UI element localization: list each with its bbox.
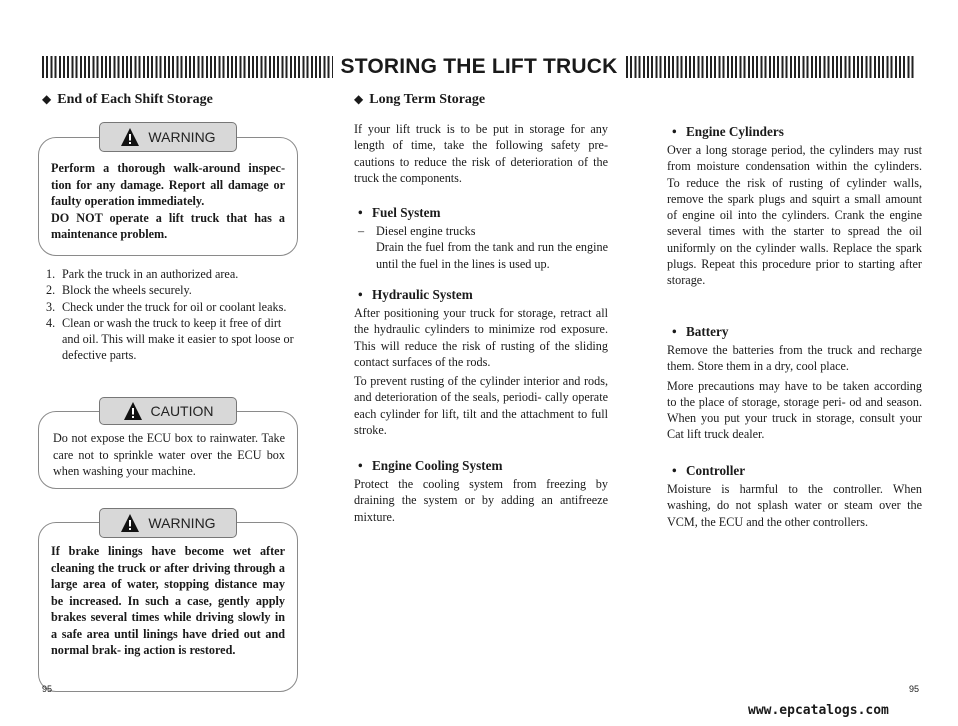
battery-heading: • Battery (672, 324, 729, 339)
watermark: www.epcatalogs.com (748, 703, 889, 718)
fuel-system-heading: • Fuel System (358, 205, 441, 220)
diamond-icon: ◆ (42, 92, 52, 106)
warning-text-1: Perform a thorough walk-around inspec- tion for any damage. Report all damage or faulty operation immediately. DO NOT operate a lift truck that has a maintenance problem. (51, 161, 285, 241)
list-item: 4. Clean or wash the truck to keep it free of dirt and oil. This will make it easier to spot loose or defective parts. (46, 315, 294, 363)
section-heading-end-of-shift: ◆ End of Each Shift Storage (42, 92, 213, 107)
page-title: STORING THE LIFT TRUCK (340, 55, 618, 78)
section-heading-long-term: ◆ Long Term Storage (354, 92, 486, 107)
list-item: 1. Park the truck in an authorized area. (46, 267, 239, 281)
list-item: 2. Block the wheels securely. (46, 283, 192, 298)
storage-steps-list (46, 266, 298, 364)
warning-label-1: WARNING (99, 122, 237, 152)
caution-triangle-icon (123, 401, 143, 421)
page-number-right: 95 (909, 684, 920, 694)
list-item: 3. Check under the truck for oil or coolant leaks. (46, 299, 287, 314)
warning-triangle-icon (120, 127, 140, 147)
battery-text: Remove the batteries from the truck and recharge them. Store them in a dry, cool place. More precautions may have to be taken according to the place of storage, storage peri- od and season. When you put your truck in storage, consult your Cat lift truck dealer. (667, 343, 922, 442)
hydraulic-system-heading: • Hydraulic System (358, 287, 473, 302)
warning-text-2: If brake linings have become wet after cleaning the truck or after driving through a large area of water, stopping distance may be increased. In such a case, gently apply brakes several times while driving slowly in a safe area until linings have dried out and normal brak- ing action is restored. (51, 544, 285, 657)
title-bar-decoration-left (42, 56, 333, 78)
engine-cooling-text: Protect the cooling system from freezing by draining the system or by adding an antifreeze mixture. (354, 477, 608, 524)
warning-label-2: WARNING (99, 508, 237, 538)
controller-heading: • Controller (672, 463, 746, 478)
title-bar-decoration-right (626, 56, 917, 78)
page-title-bar (42, 54, 916, 80)
fuel-system-text: – Diesel engine trucks Drain the fuel from the tank and run the engine until the fuel in the lines is used up. (358, 224, 608, 271)
engine-cooling-heading: • Engine Cooling System (358, 458, 503, 473)
caution-text: Do not expose the ECU box to rainwater. Take care not to sprinkle water over the ECU box when washing your machine. (53, 431, 285, 478)
page-number-left: 95 (42, 684, 53, 694)
caution-box (38, 403, 298, 489)
hydraulic-system-text: After positioning your truck for storage, retract all the hydraulic cylinders to minimize rod exposure. This will reduce the risk of rusting of the sliding contact surfaces of the rods. To prevent rusting of the cylinder interior and rods, and deterioration of the seals, periodi- cally operate each cylinder for lift, tilt and the attachment to full stroke. (354, 306, 608, 438)
warning-triangle-icon (120, 513, 140, 533)
warning-box-2 (38, 515, 298, 692)
long-term-intro: If your lift truck is to be put in storage for any length of time, take the following safety pre- cautions to reduce the risk of deterioration of the truck the components. (354, 122, 608, 185)
engine-cylinders-heading: • Engine Cylinders (672, 124, 784, 139)
caution-label: CAUTION (99, 397, 237, 425)
diamond-icon: ◆ (354, 92, 364, 106)
controller-text: Moisture is harmful to the controller. When washing, do not splash water or steam over the VCM, the ECU and the other controllers. (667, 482, 922, 529)
warning-box-1 (38, 129, 298, 256)
engine-cylinders-text: Over a long storage period, the cylinders may rust from moisture condensation within the cylinders. To reduce the risk of rusting of cylinder walls, remove the spark plugs and squirt a small amount of engine oil into the cylinders. Crank the engine several times with the starter to spread the oil uniformly on the cylinder walls. Replace the spark plugs. Repeat this procedure prior to starting after storage. (667, 143, 922, 288)
